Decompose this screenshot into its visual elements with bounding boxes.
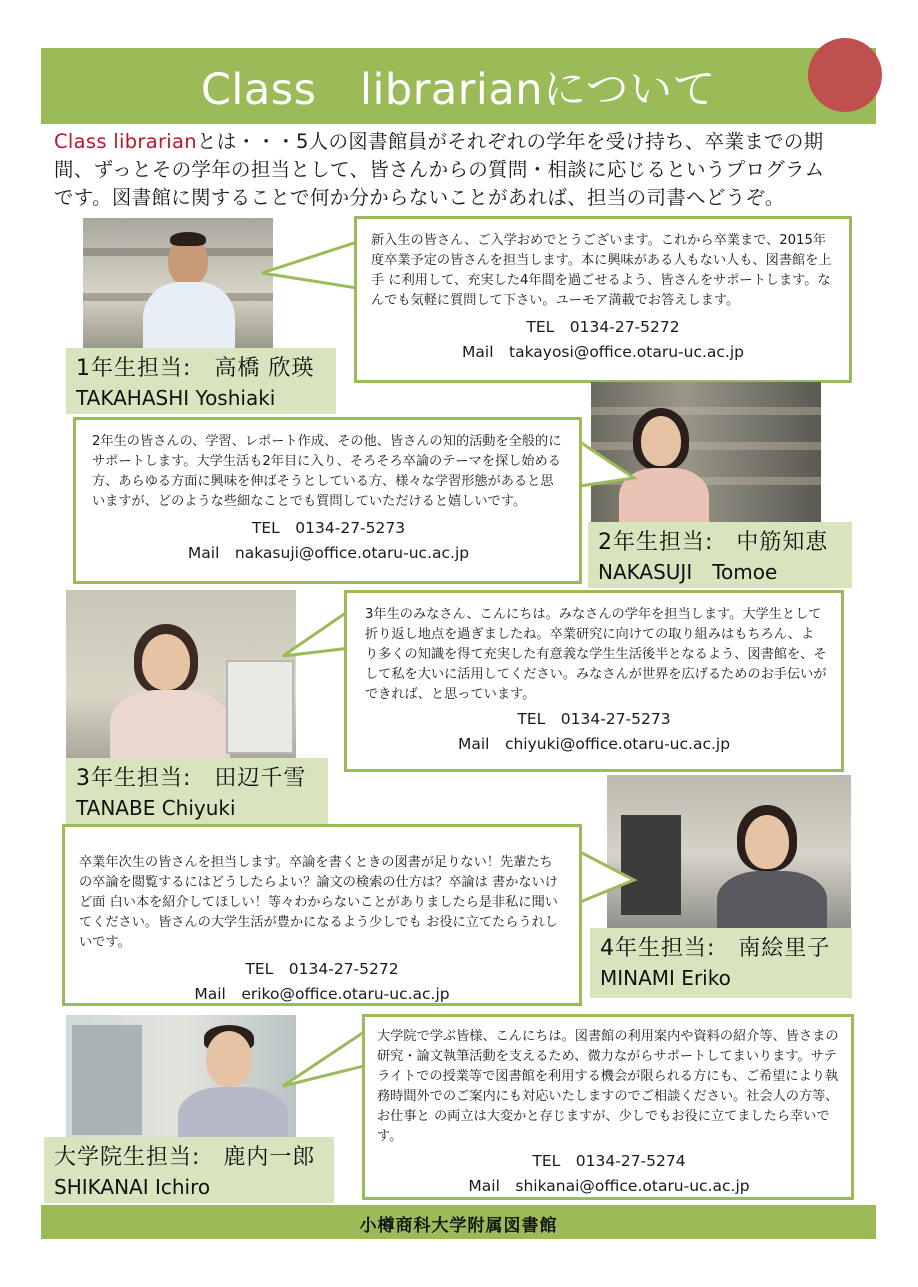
speech-bubble-tanabe [344,590,844,772]
bubble-tail [578,440,638,496]
bubble-message: 2年生の皆さんの、学習、レポート作成、その他、皆さんの知的活動を全般的にサポートします。大学生活も2年目に入り、そろそろ卒論のテーマを探し始める 方、あらゆる方面に興味を伸ばそうとしている方、様々な学習形態があると思いますが、どのような些細なことでも質問していただけると嬉しいです。 [92,434,562,509]
photo-takahashi [83,218,273,358]
page-title: Class librarianについて [200,65,717,115]
tel-number: TEL 0134-27-5273 [517,710,671,728]
mail-address: Mail chiyuki@office.otaru-uc.ac.jp [457,735,731,753]
bubble-tail [578,850,638,910]
bubble-message: 卒業年次生の皆さんを担当します。卒論を書くときの図書が足りない！先輩たちの卒論を閲覧するにはどうしたらよい？論文の検索の仕方は？卒論は 書かないけど面 白い本を紹介してほしい！等々わからないことがありましたら是非私に聞いてください。皆さんの大学生活が豊かになるよう少しでも お役に立てたらうれしいです。 [79,855,558,950]
role-name: 大学院生担当: 鹿内一郎 [54,1145,316,1170]
intro-text: とは・・・5人の図書館員がそれぞれの学年を受け持ち、卒業までの期間、ずっとその学年の担当として、皆さんからの質問・相談に応じるというプログラムです。図書館に関することで何か分からないことがあれば、担当の司書へどうぞ。 [54,130,825,209]
bubble-tail [283,608,353,668]
bubble-message: 3年生のみなさん、こんにちは。みなさんの学年を担当します。大学生として折り返し地点を過ぎましたね。卒業研究に向けての取り組みはもちろん、より多くの知識を得て充実した有意義な学生生活後半となるよう、図書館を、そして私を大いに活用してください。みなさんが世界を広げるためのお手伝いができれば、と思っています。 [365,607,827,702]
mail-address: Mail shikanai@office.otaru-uc.ac.jp [468,1177,750,1195]
role-name: 1年生担当: 高橋 欣瑛 [76,356,315,381]
photo-tanabe [66,590,296,762]
photo-minami [607,775,851,935]
name-english: TANABE Chiyuki [76,796,236,820]
intro-paragraph [54,128,844,212]
name-box-nakasuji [588,522,852,588]
mail-address: Mail nakasuji@office.otaru-uc.ac.jp [187,544,470,562]
name-box-minami [590,928,852,998]
photo-shikanai [66,1015,296,1145]
name-box-tanabe [66,758,328,824]
role-name: 2年生担当: 中筋知恵 [598,530,829,555]
bubble-tail [262,240,358,300]
bubble-message: 大学院で学ぶ皆様、こんにちは。図書館の利用案内や資料の紹介等、皆さまの研究・論文執筆活動を支えるため、微力ながらサポートしてまいります。サテライトでの授業等で図書館を利用する機会が限られる方にも、ご希望により執務時間外でのご案内にも対応いたしますのでご相談ください。社会人の方等、お仕事と の両立は大変かと存じますが、少しでもお役に立てましたら幸いです。 [377,1029,839,1144]
name-english: MINAMI Eriko [600,966,731,990]
name-english: TAKAHASHI Yoshiaki [76,386,276,410]
tel-number: TEL 0134-27-5273 [251,519,406,537]
tel-number: TEL 0134-27-5272 [526,318,680,336]
speech-bubble-shikanai [362,1014,854,1200]
speech-bubble-takahashi [354,216,852,383]
speech-bubble-nakasuji [73,417,582,584]
role-name: 4年生担当: 南絵里子 [600,936,831,961]
intro-accent: Class librarian [54,130,197,153]
mail-address: Mail takayosi@office.otaru-uc.ac.jp [462,343,744,361]
footer-bar [41,1205,876,1239]
speech-bubble-minami [62,824,582,1006]
role-name: 3年生担当: 田辺千雪 [76,766,307,791]
name-english: SHIKANAI Ichiro [54,1175,211,1199]
name-english: NAKASUJI Tomoe [598,560,778,584]
tel-number: TEL 0134-27-5274 [532,1152,686,1170]
mail-address: Mail eriko@office.otaru-uc.ac.jp [194,985,450,1003]
tel-number: TEL 0134-27-5272 [245,960,399,978]
bubble-message: 新入生の皆さん、ご入学おめでとうございます。これから卒業まで、2015年度卒業予定の皆さんを担当します。本に興味がある人もない人も、図書館を上手 に利用して、充実した4年間を過ごせるよう、皆さんをサポートします。なんでも気軽に質問して下さい。ユーモア満載でお答えします。 [371,233,832,308]
name-box-shikanai [44,1137,334,1203]
title-bar [41,48,876,124]
library-name: 小樽商科大学附属図書館 [359,1216,558,1236]
decorative-circle [808,38,882,112]
name-box-takahashi [66,348,336,414]
bubble-tail [283,1030,367,1090]
